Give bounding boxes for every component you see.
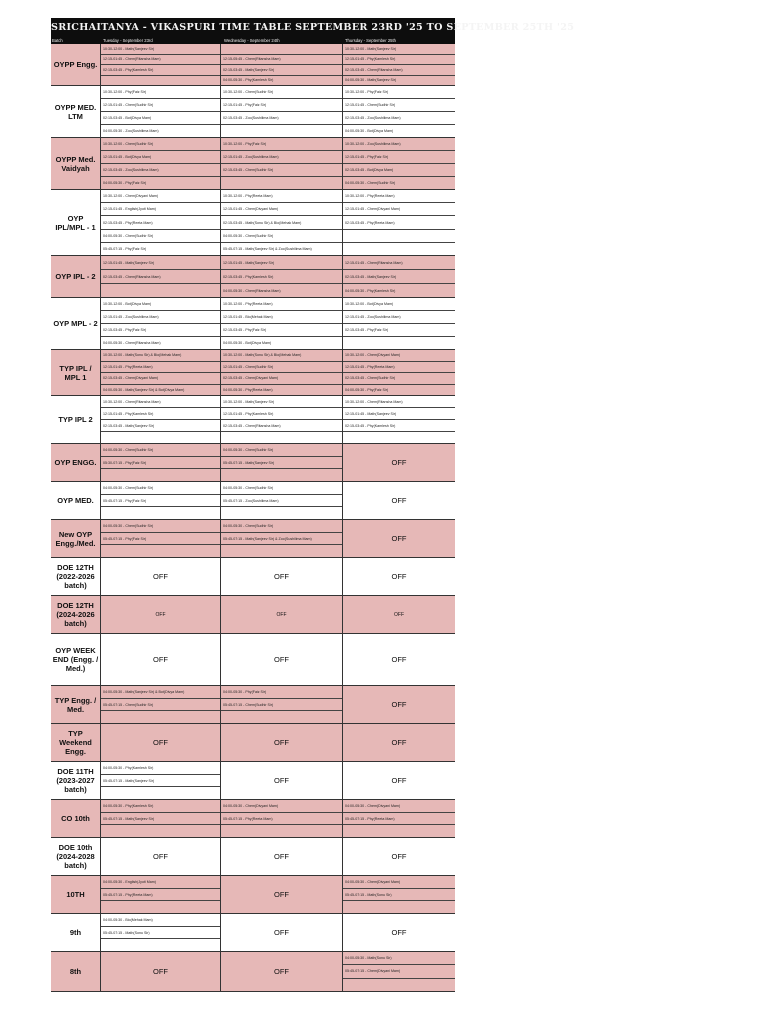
class-slot: 04:00-05:30 - Phy(Faiz Sir) [345, 387, 389, 392]
class-slot [343, 432, 455, 443]
class-slot: 04:00-05:30 - English(Jyoti Mam) [101, 876, 220, 889]
cell-wednesday [221, 762, 343, 799]
batch-name: OYP MED. [51, 482, 101, 519]
class-slot: 05:45-07:15 - Math(Sanjeev Sir) & Zoo(Sushilima Mam) [221, 533, 342, 546]
batch-name: 8th [51, 952, 101, 991]
class-slot: 12:15-01:45 - Bot(Divya Mam) [101, 151, 220, 164]
cell-thursday [343, 596, 455, 633]
class-slot: 02:15-03:45 - Math(Sanjeev Sir) [221, 65, 342, 76]
class-slot: 02:15-03:45 - Chem(Ritansha Mam) [101, 270, 220, 284]
class-slot [101, 76, 220, 86]
class-slot [101, 432, 220, 443]
off-label: OFF [274, 776, 289, 785]
class-slot: 04:00-05:30 - Math(Sanjeev Sir) & Bot(Divya Mam) [101, 686, 220, 699]
class-slot: 12:15-01:45 - Zoo(Sushilima Mam) [101, 311, 220, 324]
class-slot: 12:15-01:45 - Math(Sanjeev Sir) [343, 408, 455, 420]
class-slot: 02:15-03:45 - Phy(Faiz Sir) [343, 324, 455, 337]
cell-tuesday [101, 914, 221, 951]
table-row [51, 86, 455, 138]
class-slot: 04:00-05:30 - Phy(Faiz Sir) [221, 686, 342, 699]
off-label: OFF [274, 928, 289, 937]
class-slot: 12:15-01:45 - Phy(Faiz Sir) [221, 99, 342, 112]
cell-wednesday [221, 596, 343, 633]
cell-thursday [343, 256, 455, 297]
cell-thursday [343, 396, 455, 443]
class-slot [101, 507, 220, 519]
class-slot: 12:15-01:45 - Bio(Mehak Mam) [221, 311, 342, 324]
off-label: OFF [153, 655, 168, 664]
timetable-sheet [51, 18, 575, 992]
batch-name: 9th [51, 914, 101, 951]
class-slot: 02:15-03:45 - Chem(Divyani Mam) [101, 373, 220, 385]
class-slot: 10:30-12:00 - Math(Sonu Sir) & Bio(Mehak Mam) [221, 350, 342, 362]
table-row [51, 634, 455, 686]
cell-thursday [343, 44, 455, 85]
table-row [51, 596, 455, 634]
off-label: OFF [391, 572, 407, 581]
cell-tuesday [101, 952, 221, 991]
cell-wednesday [221, 44, 343, 85]
cell-thursday [343, 634, 455, 685]
header-batch: Batch [52, 38, 63, 43]
cell-wednesday [221, 876, 343, 913]
class-slot: 02:15-03:45 - Chem(Ritansha Mam) [221, 420, 342, 432]
class-slot: 10:30-12:00 - Math(Sanjeev Sir) [221, 396, 342, 408]
class-slot: 02:15-03:45 - Phy(Reeta Mam) [101, 216, 220, 229]
cell-thursday [343, 138, 455, 189]
batch-name: OYP IPL/MPL - 1 [51, 190, 101, 255]
cell-thursday [343, 444, 455, 481]
table-row [51, 138, 455, 190]
class-slot: 10:30-12:00 - Chem(Ritansha Mam) [101, 396, 220, 408]
class-slot: 04:00-05:30 - Phy(Kamlesh Sir) [101, 762, 220, 775]
class-slot: 10:30-12:00 - Zoo(Sushilima Mam) [343, 138, 455, 151]
table-row [51, 558, 455, 596]
class-slot: 12:15-01:45 - Chem(Ritansha Mam) [343, 256, 455, 270]
class-slot: 12:15-01:45 - Chem(Ritansha Mam) [101, 55, 220, 66]
class-slot: 04:00-05:30 - Chem(Sudhir Sir) [221, 520, 342, 533]
class-slot: 12:15-01:45 - Chem(Divyani Mam) [343, 203, 455, 216]
off-label: OFF [391, 700, 407, 709]
class-slot: 04:00-05:30 - Chem(Divyani Mam) [343, 800, 455, 813]
cell-wednesday [221, 350, 343, 395]
cell-thursday [343, 686, 455, 723]
class-slot [101, 469, 220, 481]
off-label: OFF [153, 572, 168, 581]
class-slot: 12:15-01:45 - Chem(Sudhir Sir) [343, 99, 455, 112]
class-slot: 02:15-03:45 - Phy(Kamlesh Sir) [221, 270, 342, 284]
class-slot: 12:15-01:45 - Chem(Sudhir Sir) [101, 99, 220, 112]
class-slot [343, 337, 455, 349]
off-label: OFF [274, 852, 289, 861]
cell-thursday [343, 482, 455, 519]
off-label: OFF [274, 967, 289, 976]
cell-wednesday [221, 298, 343, 349]
cell-tuesday [101, 838, 221, 875]
cell-tuesday [101, 396, 221, 443]
table-row [51, 838, 455, 876]
class-slot [221, 44, 342, 55]
cell-thursday [343, 86, 455, 137]
class-slot [101, 901, 220, 913]
class-slot: 12:15-01:45 - Zoo(Sushilima Mam) [343, 311, 455, 324]
cell-tuesday [101, 520, 221, 557]
class-slot [101, 787, 220, 799]
timetable-body [51, 44, 455, 992]
cell-tuesday [101, 876, 221, 913]
cell-wednesday [221, 444, 343, 481]
class-slot: 10:30-12:00 - Math(Sonu Sir) & Bio(Mehak Mam) [101, 350, 220, 362]
cell-tuesday [101, 762, 221, 799]
table-row [51, 800, 455, 838]
cell-tuesday [101, 686, 221, 723]
cell-tuesday [101, 298, 221, 349]
batch-name: TYP Weekend Engg. [51, 724, 101, 761]
class-slot: 05:45-07:15 - Math(Sanjeev Sir) [221, 457, 342, 470]
cell-thursday [343, 298, 455, 349]
class-slot: 04:00-05:30 - Math(Sanjeev Sir) [345, 78, 397, 83]
class-slot: 12:15-01:45 - Phy(Faiz Sir) [343, 151, 455, 164]
cell-wednesday [221, 190, 343, 255]
class-slot: 10:30-12:00 - Phy(Faiz Sir) [221, 138, 342, 151]
class-slot: 04:00-05:30 - Chem(Sudhir Sir) [221, 444, 342, 457]
cell-thursday [343, 350, 455, 395]
class-slot: 02:15-03:45 - Phy(Kamlesh Sir) [101, 65, 220, 76]
class-slot: 05:45-07:15 - Math(Sanjeev Sir) [101, 775, 220, 788]
class-slot [221, 469, 342, 481]
class-slot: 04:00-05:30 - Phy(Reeta Mam) [223, 387, 273, 392]
class-slot [101, 711, 220, 723]
batch-name: TYP Engg. / Med. [51, 686, 101, 723]
class-slot: 12:15-01:45 - Math(Sanjeev Sir) [101, 256, 220, 270]
class-slot: 10:30-12:00 - Chem(Sudhir Sir) [101, 138, 220, 151]
class-slot [101, 284, 220, 297]
table-row [51, 520, 455, 558]
cell-wednesday [221, 634, 343, 685]
class-slot: 05:45-07:15 - Math(Sonu Sir) [343, 889, 455, 902]
batch-name: OYP IPL - 2 [51, 256, 101, 297]
header-thursday: Thursday - September 25th [345, 38, 396, 43]
class-slot: 04:00-05:30 - Chem(Sudhir Sir) [221, 230, 342, 243]
class-slot: 05:45-07:15 - Math(Sanjeev Sir) & Zoo(Sushilima Mam) [223, 246, 312, 251]
class-slot: 02:15-03:45 - Chem(Sudhir Sir) [221, 164, 342, 177]
cell-tuesday [101, 800, 221, 837]
class-slot [221, 432, 342, 443]
class-slot: 05:45-07:15 - Math(Sonu Sir) [101, 927, 220, 940]
cell-wednesday [221, 800, 343, 837]
class-slot: 02:15-03:45 - Phy(Kamlesh Sir) [343, 420, 455, 432]
class-slot: 12:15-01:45 - Phy(Kamlesh Sir) [343, 55, 455, 66]
off-label: OFF [274, 572, 289, 581]
class-slot: 10:30-12:00 - Chem(Divyani Mam) [101, 190, 220, 203]
class-slot: 05:45-07:15 - Math(Sanjeev Sir) [101, 813, 220, 826]
batch-name: TYP IPL 2 [51, 396, 101, 443]
batch-name: New OYP Engg./Med. [51, 520, 101, 557]
class-slot: 10:30-12:00 - Math(Sanjeev Sir) [101, 44, 220, 55]
class-slot [343, 243, 455, 255]
class-slot [221, 125, 342, 137]
class-slot: 04:00-05:30 - Bio(Mehak Mam) [101, 914, 220, 927]
class-slot: 02:15-03:45 - Zoo(Sushilima Mam) [343, 112, 455, 125]
batch-name: TYP IPL / MPL 1 [51, 350, 101, 395]
cell-wednesday [221, 838, 343, 875]
table-row [51, 482, 455, 520]
class-slot: 04:00-05:30 - Chem(Sudhir Sir) [101, 230, 220, 243]
class-slot: 02:15-03:45 - Chem(Sudhir Sir) [343, 373, 455, 385]
class-slot: 10:30-12:00 - Phy(Faiz Sir) [101, 86, 220, 99]
cell-thursday [343, 914, 455, 951]
cell-tuesday [101, 256, 221, 297]
class-slot: 05:45-07:15 - Phy(Reeta Mam) [343, 813, 455, 826]
class-slot: 04:00-05:30 - Phy(Kamlesh Sir) [345, 288, 396, 293]
off-label: OFF [155, 611, 166, 618]
class-slot: 05:45-07:15 - Phy(Faiz Sir) [103, 246, 147, 251]
cell-wednesday [221, 396, 343, 443]
class-slot: 12:15-01:45 - English(Jyoti Mam) [101, 203, 220, 216]
class-slot: 05:45-07:15 - Zoo(Sushilima Mam) [221, 495, 342, 508]
off-label: OFF [276, 611, 287, 618]
class-slot: 12:15-01:45 - Chem(Divyani Mam) [221, 203, 342, 216]
class-slot: 04:00-05:30 - Bot(Divya Mam) [223, 341, 272, 345]
table-row [51, 444, 455, 482]
cell-tuesday [101, 596, 221, 633]
off-label: OFF [391, 458, 407, 467]
batch-name: 10TH [51, 876, 101, 913]
cell-thursday [343, 876, 455, 913]
batch-name: OYP WEEK END (Engg. / Med.) [51, 634, 101, 685]
cell-thursday [343, 520, 455, 557]
class-slot: 10:30-12:00 - Chem(Sudhir Sir) [221, 86, 342, 99]
class-slot: 04:00-05:30 - Chem(Sudhir Sir) [221, 482, 342, 495]
table-row [51, 876, 455, 914]
class-slot: 12:15-05:45 - Chem(Ritansha Mam) [221, 55, 342, 66]
batch-name: CO 10th [51, 800, 101, 837]
table-row [51, 724, 455, 762]
class-slot: 10:30-12:00 - Phy(Reeta Mam) [221, 298, 342, 311]
class-slot: 05:30-07:15 - Phy(Faiz Sir) [101, 457, 220, 470]
off-label: OFF [394, 611, 404, 618]
batch-name: DOE 11TH (2023-2027 batch) [51, 762, 101, 799]
table-row [51, 914, 455, 952]
class-slot: 04:00-05:30 - Phy(Kamlesh Sir) [223, 78, 274, 83]
cell-wednesday [221, 256, 343, 297]
class-slot: 10:30-12:00 - Phy(Faiz Sir) [343, 86, 455, 99]
cell-tuesday [101, 86, 221, 137]
class-slot [101, 545, 220, 557]
table-row [51, 350, 455, 396]
class-slot: 02:15-03:45 - Bot(Divya Mam) [343, 164, 455, 177]
header-wednesday: Wednesday - September 24th [224, 38, 280, 43]
off-label: OFF [391, 655, 407, 664]
off-label: OFF [274, 738, 289, 747]
header-row [51, 37, 455, 44]
table-row [51, 256, 455, 298]
class-slot: 04:00-05:30 - Chem(Divyani Mam) [221, 800, 342, 813]
batch-name: OYP ENGG. [51, 444, 101, 481]
class-slot: 05:45-07:15 - Chem(Sudhir Sir) [221, 699, 342, 712]
class-slot: 02:15-03:45 - Zoo(Sushilima Mam) [221, 112, 342, 125]
batch-name: DOE 12TH (2024-2026 batch) [51, 596, 101, 633]
class-slot: 04:00-05:30 - Chem(Sudhir Sir) [101, 444, 220, 457]
cell-wednesday [221, 914, 343, 951]
cell-thursday [343, 190, 455, 255]
off-label: OFF [153, 852, 168, 861]
off-label: OFF [391, 852, 407, 861]
class-slot: 12:15-01:45 - Math(Sanjeev Sir) [221, 256, 342, 270]
class-slot: 04:00-05:30 - Chem(Sudhir Sir) [101, 482, 220, 495]
cell-thursday [343, 800, 455, 837]
class-slot: 12:15-01:45 - Phy(Reeta Mam) [343, 362, 455, 374]
class-slot: 10:30-12:00 - Phy(Reeta Mam) [343, 190, 455, 203]
class-slot [343, 230, 455, 243]
batch-name: DOE 12TH (2022-2026 batch) [51, 558, 101, 595]
class-slot [221, 177, 342, 189]
batch-name: OYPP Engg. [51, 44, 101, 85]
class-slot: 12:15-01:45 - Phy(Kamlesh Sir) [221, 408, 342, 420]
class-slot: 05:45-07:15 - Chem(Divyani Mam) [343, 965, 455, 978]
class-slot [101, 825, 220, 837]
class-slot: 04:00-05:30 - Bot(Divya Mam) [345, 129, 394, 133]
table-row [51, 762, 455, 800]
class-slot: 12:15-01:45 - Phy(Reeta Mam) [101, 362, 220, 374]
cell-thursday [343, 558, 455, 595]
class-slot: 04:00-05:30 - Chem(Sudhir Sir) [345, 181, 396, 185]
cell-tuesday [101, 44, 221, 85]
class-slot: 04:00-05:30 - Zoo(Sushilima Mam) [103, 129, 159, 133]
class-slot: 10:30-12:00 - Phy(Reeta Mam) [221, 190, 342, 203]
class-slot: 04:00-05:30 - Chem(Ritansha Mam) [103, 341, 161, 345]
cell-wednesday [221, 952, 343, 991]
off-label: OFF [274, 890, 289, 899]
batch-name: OYP MPL - 2 [51, 298, 101, 349]
table-row [51, 396, 455, 444]
off-label: OFF [391, 496, 407, 505]
cell-wednesday [221, 482, 343, 519]
class-slot: 12:15-01:45 - Chem(Sudhir Sir) [221, 362, 342, 374]
cell-wednesday [221, 520, 343, 557]
class-slot: 05:45-07:15 - Phy(Reeta Mam) [101, 889, 220, 902]
class-slot: 02:15-03:45 - Chem(Ritansha Mam) [343, 65, 455, 76]
off-label: OFF [391, 776, 407, 785]
timetable-title: SRICHAITANYA - VIKASPURI TIME TABLE SEPTEMBER 23RD '25 TO SEPTEMBER 25TH '25 [51, 18, 455, 37]
table-row [51, 44, 455, 86]
class-slot: 04:00-05:30 - Math(Sanjeev Sir) & Bot(Divya Mam) [103, 387, 185, 392]
class-slot: 02:15-03:45 - Phy(Faiz Sir) [221, 324, 342, 337]
cell-wednesday [221, 558, 343, 595]
table-row [51, 686, 455, 724]
table-row [51, 298, 455, 350]
header-tuesday: Tuesday - September 23rd [103, 38, 153, 43]
class-slot: 04:00-05:30 - Math(Sonu Sir) [343, 952, 455, 965]
class-slot: 02:15-03:45 - Phy(Reeta Mam) [343, 216, 455, 229]
cell-tuesday [101, 724, 221, 761]
class-slot: 05:45-07:15 - Phy(Faiz Sir) [101, 533, 220, 546]
table-row [51, 952, 455, 992]
class-slot: 02:15-03:45 - Math(Sonu Sir) & Bio(Mehak Mam) [221, 216, 342, 229]
class-slot: 10:30-12:00 - Chem(Ritansha Mam) [343, 396, 455, 408]
class-slot: 05:45-07:15 - Chem(Sudhir Sir) [101, 699, 220, 712]
batch-name: OYPP Med. Vaidyah [51, 138, 101, 189]
class-slot: 05:45-07:15 - Phy(Faiz Sir) [101, 495, 220, 508]
cell-tuesday [101, 350, 221, 395]
cell-tuesday [101, 190, 221, 255]
class-slot: 10:30-12:00 - Chem(Divyani Mam) [343, 350, 455, 362]
class-slot: 04:00-05:30 - Chem(Divyani Mam) [343, 876, 455, 889]
class-slot: 02:15-03:45 - Math(Sanjeev Sir) [101, 420, 220, 432]
class-slot [221, 825, 342, 837]
off-label: OFF [391, 738, 407, 747]
off-label: OFF [274, 655, 289, 664]
cell-wednesday [221, 86, 343, 137]
cell-thursday [343, 838, 455, 875]
batch-name: DOE 10th (2024-2028 batch) [51, 838, 101, 875]
cell-thursday [343, 724, 455, 761]
class-slot [101, 939, 220, 951]
class-slot: 10:30-12:00 - Bot(Divya Mam) [343, 298, 455, 311]
off-label: OFF [391, 534, 407, 543]
cell-wednesday [221, 686, 343, 723]
class-slot: 12:15-01:45 - Phy(Kamlesh Sir) [101, 408, 220, 420]
class-slot: 04:00-05:30 - Chem(Ritansha Mam) [223, 288, 281, 293]
cell-tuesday [101, 138, 221, 189]
class-slot: 12:15-01:45 - Zoo(Sushilima Mam) [221, 151, 342, 164]
batch-name: OYPP MED. LTM [51, 86, 101, 137]
class-slot: 02:15-03:45 - Bot(Divya Mam) [101, 112, 220, 125]
off-label: OFF [153, 738, 168, 747]
cell-thursday [343, 952, 455, 991]
class-slot: 02:15-03:45 - Phy(Faiz Sir) [101, 324, 220, 337]
off-label: OFF [391, 928, 407, 937]
off-label: OFF [153, 967, 168, 976]
cell-wednesday [221, 724, 343, 761]
class-slot: 05:45-07:15 - Phy(Reeta Mam) [221, 813, 342, 826]
class-slot: 04:00-05:30 - Phy(Faiz Sir) [103, 181, 147, 185]
cell-tuesday [101, 634, 221, 685]
cell-wednesday [221, 138, 343, 189]
class-slot [221, 545, 342, 557]
table-row [51, 190, 455, 256]
class-slot [343, 979, 455, 991]
class-slot: 02:15-03:45 - Zoo(Sushilima Mam) [101, 164, 220, 177]
class-slot [221, 507, 342, 519]
class-slot [343, 825, 455, 837]
cell-tuesday [101, 444, 221, 481]
class-slot: 02:15-03:45 - Math(Sanjeev Sir) [343, 270, 455, 284]
class-slot: 04:00-05:30 - Phy(Kamlesh Sir) [101, 800, 220, 813]
class-slot: 02:15-03:45 - Chem(Divyani Mam) [221, 373, 342, 385]
cell-tuesday [101, 482, 221, 519]
cell-thursday [343, 762, 455, 799]
class-slot: 04:00-05:30 - Chem(Sudhir Sir) [101, 520, 220, 533]
class-slot [343, 901, 455, 913]
class-slot: 10:30-12:00 - Bot(Divya Mam) [101, 298, 220, 311]
cell-tuesday [101, 558, 221, 595]
class-slot: 10:30-12:00 - Math(Sanjeev Sir) [343, 44, 455, 55]
class-slot [221, 711, 342, 723]
